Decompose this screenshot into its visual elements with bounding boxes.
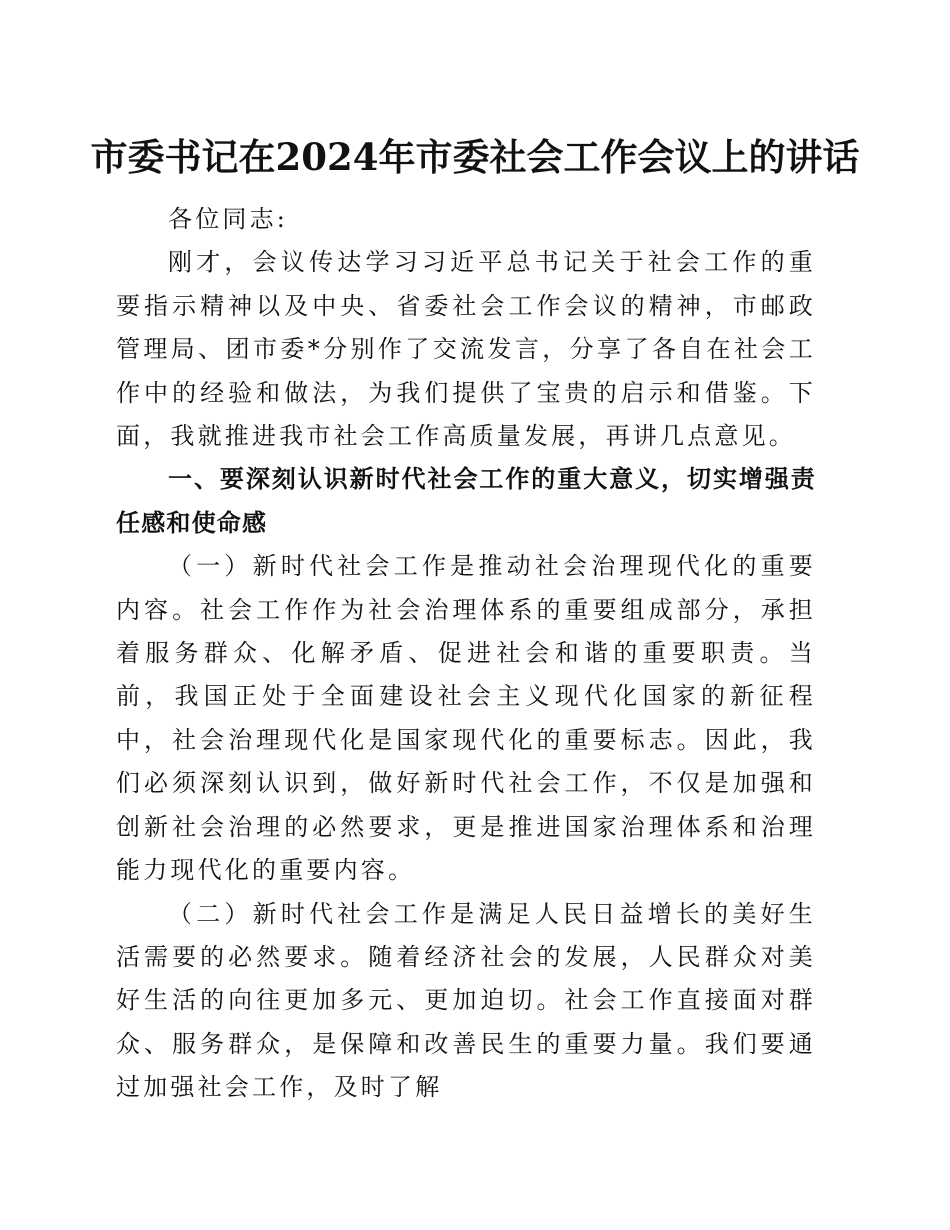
section-heading: 一、要深刻认识新时代社会工作的重大意义，切实增强责任感和使命感 (116, 465, 816, 537)
paragraph-1: （一）新时代社会工作是推动社会治理现代化的重要内容。社会工作作为社会治理体系的重要组成部分，承担着服务群众、化解矛盾、促进社会和谐的重要职责。当前，我国正处于全面建设社会主义现代化国家的新征程中，社会治理现代化是国家现代化的重要标志。因此，我们必须深刻认识到，做好新时代社会工作，不仅是加强和创新社会治理的必然要求，更是推进国家治理体系和治理能力现代化的重要内容。 (116, 552, 816, 885)
document-body (116, 198, 816, 1110)
document-title: 市委书记在2024年市委社会工作会议上的讲话 (90, 135, 860, 179)
greeting-line: 各位同志: (168, 205, 289, 233)
paragraph-2: （二）新时代社会工作是满足人民日益增长的美好生活需要的必然要求。随着经济社会的发展，人民群众对美好生活的向往更加多元、更加迫切。社会工作直接面对群众、服务群众，是保障和改善民生的重要力量。我们要通过加强社会工作，及时了解 (116, 899, 816, 1102)
intro-paragraph: 刚才，会议传达学习习近平总书记关于社会工作的重要指示精神以及中央、省委社会工作会议的精神，市邮政管理局、团市委*分别作了交流发言，分享了各自在社会工作中的经验和做法，为我们提供了宝贵的启示和借鉴。下面，我就推进我市社会工作高质量发展，再讲几点意见。 (116, 248, 816, 451)
